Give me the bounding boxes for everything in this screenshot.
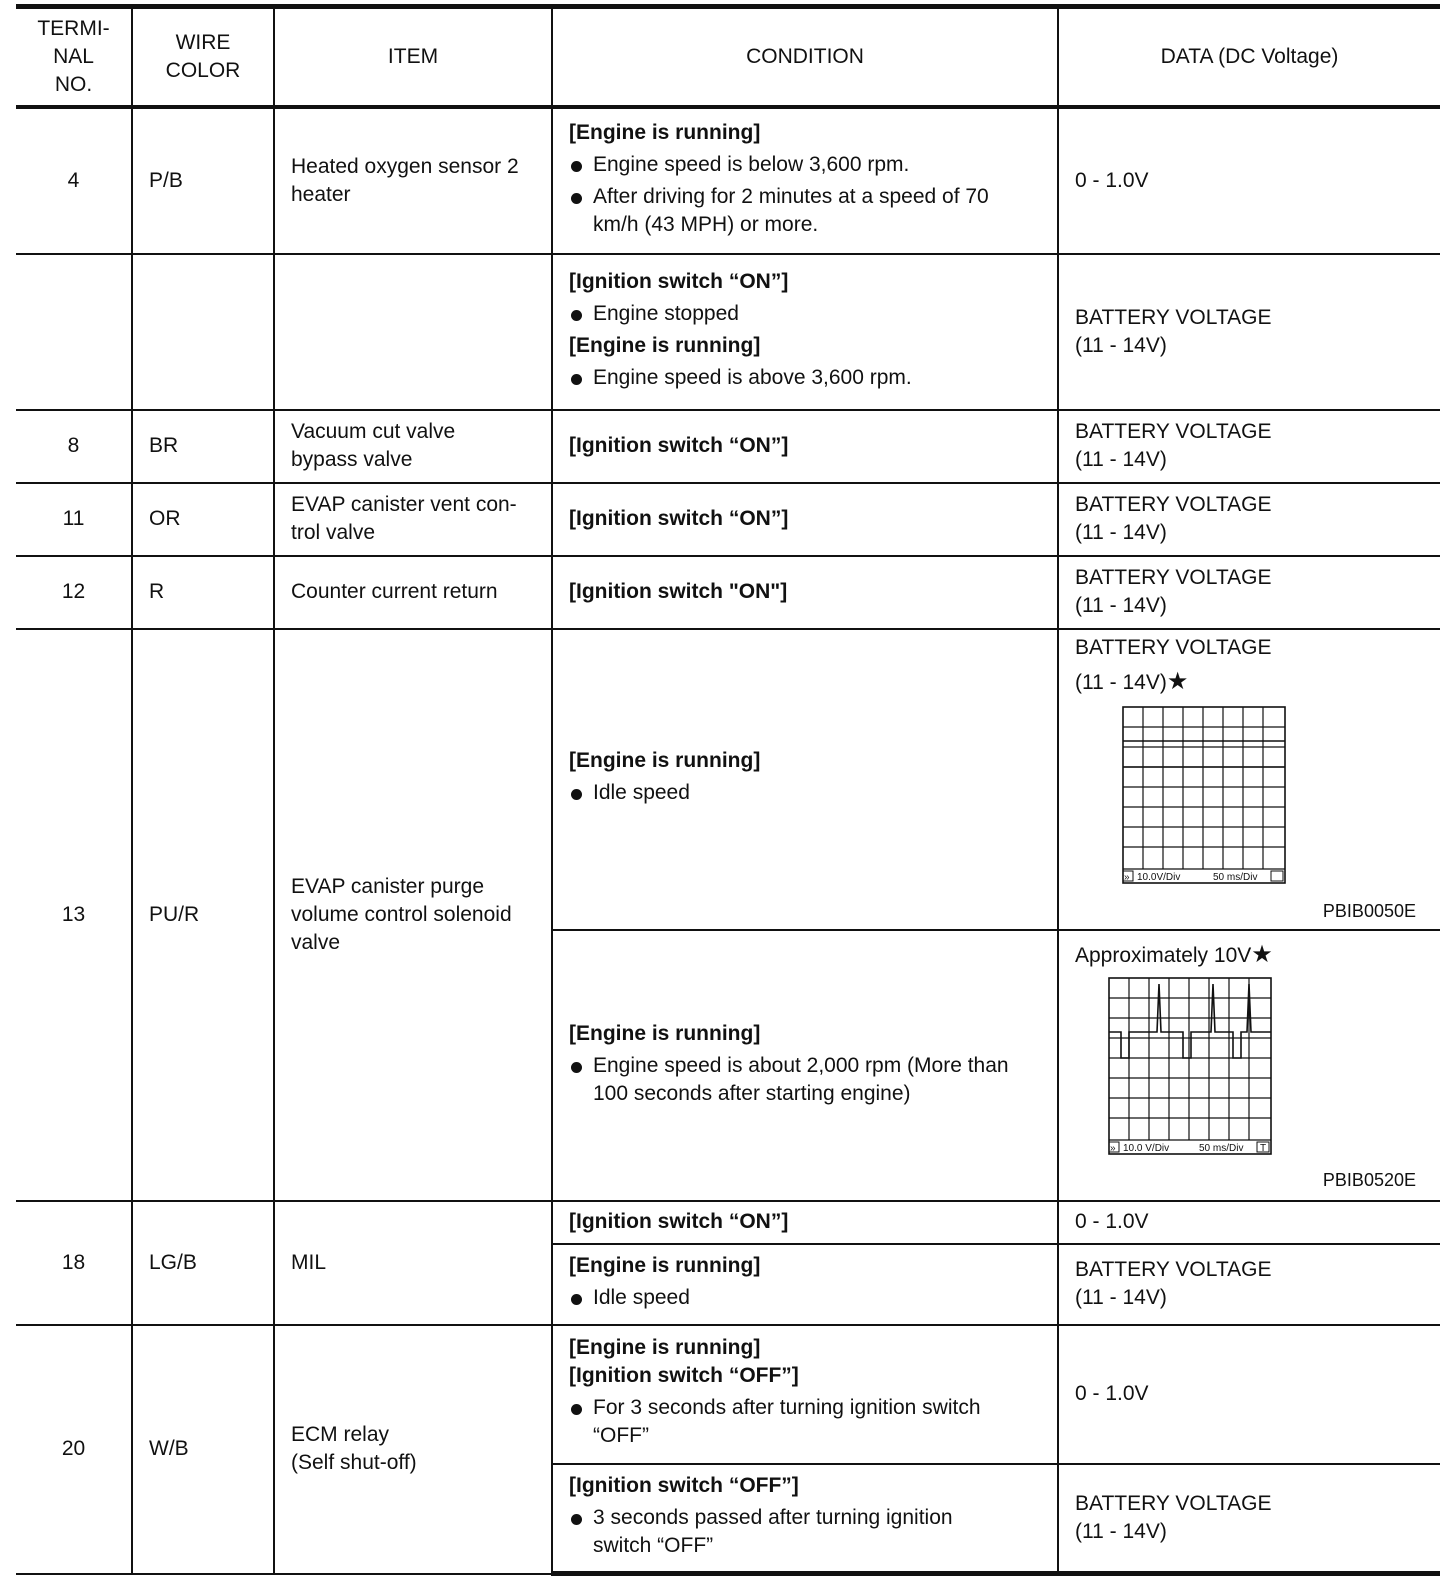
condition-heading: [Ignition switch “ON”] [569, 270, 789, 294]
data-cell: 0 - 1.0V [1058, 1201, 1440, 1243]
header-wire-line: WIRE [175, 30, 231, 54]
star-icon: ★ [1251, 941, 1273, 969]
condition-heading: [Engine is running] [569, 1254, 761, 1278]
condition-cell [552, 1201, 1058, 1243]
item-cell: Counter current return [274, 556, 552, 629]
data-cell [1058, 410, 1440, 483]
terminal-cell: 11 [16, 483, 132, 556]
data-line [1075, 941, 1430, 970]
condition-heading: [Engine is running] [569, 334, 761, 358]
bullet-line: After driving for 2 minutes at a speed of 70 [593, 184, 989, 208]
table-row [16, 1201, 1440, 1243]
data-line: BATTERY VOLTAGE [1075, 1258, 1272, 1282]
data-line: BATTERY VOLTAGE [1075, 306, 1272, 330]
condition-heading: [Ignition switch "ON"] [569, 580, 788, 604]
condition-cell [552, 107, 1058, 255]
condition-cell [552, 556, 1058, 629]
table-row [16, 556, 1440, 629]
item-cell-empty [274, 254, 552, 410]
data-line: (11 - 14V) [1075, 1520, 1167, 1544]
table-row [16, 107, 1440, 255]
data-line: (11 - 14V) [1075, 1286, 1167, 1310]
scope-time-div: 50 ms/Div [1213, 871, 1258, 883]
data-line: (11 - 14V) [1075, 594, 1167, 618]
data-cell [1058, 629, 1440, 930]
bullet-line: 100 seconds after starting engine) [593, 1081, 911, 1105]
data-cell [1058, 1464, 1440, 1573]
header-terminal-no [16, 7, 132, 107]
header-item: ITEM [274, 7, 552, 107]
header-wire-line: COLOR [165, 58, 241, 82]
data-line: BATTERY VOLTAGE [1075, 1492, 1272, 1516]
bullet-line: For 3 seconds after turning ignition switch [593, 1396, 981, 1420]
terminal-cell: 20 [16, 1325, 132, 1574]
data-line [1075, 668, 1430, 697]
data-line: BATTERY VOLTAGE [1075, 420, 1272, 444]
ecm-terminal-table [16, 4, 1440, 1576]
data-line-text: (11 - 14V) [1075, 670, 1167, 694]
scope-grid [1107, 976, 1275, 1158]
condition-heading: [Ignition switch “ON”] [569, 1210, 789, 1234]
data-line: (11 - 14V) [1075, 521, 1167, 545]
scope-time-div: 50 ms/Div [1199, 1143, 1244, 1155]
scope-volt-div: 10.0 V/Div [1123, 1143, 1170, 1155]
scope-gridlines [1123, 707, 1285, 869]
data-line: BATTERY VOLTAGE [1075, 493, 1272, 517]
condition-heading: [Ignition switch “OFF”] [569, 1474, 799, 1498]
data-line: (11 - 14V) [1075, 448, 1167, 472]
data-cell: 0 - 1.0V [1058, 1325, 1440, 1465]
data-line: BATTERY VOLTAGE [1075, 566, 1272, 590]
scope-grid [1121, 705, 1289, 889]
item-cell [274, 410, 552, 483]
item-line: bypass valve [291, 448, 413, 472]
header-terminal-line: NAL [53, 44, 94, 68]
oscilloscope-figure [1107, 976, 1430, 1166]
data-cell [1058, 1244, 1440, 1325]
data-cell [1058, 254, 1440, 410]
condition-bullet [569, 1504, 1045, 1560]
scope-gridlines [1109, 978, 1271, 1140]
condition-cell [552, 410, 1058, 483]
header-data: DATA (DC Voltage) [1058, 7, 1440, 107]
data-line-text: Approximately 10V [1075, 944, 1252, 968]
scope-volt-div: 10.0V/Div [1137, 871, 1181, 883]
item-line: volume control solenoid [291, 902, 512, 926]
bullet-line: switch “OFF” [593, 1534, 714, 1558]
item-line: Heated oxygen sensor 2 [291, 154, 519, 178]
header-row [16, 7, 1440, 107]
terminal-cell-empty [16, 254, 132, 410]
bullet-line: “OFF” [593, 1424, 649, 1448]
condition-bullet: Idle speed [569, 1284, 1045, 1312]
condition-cell [552, 629, 1058, 930]
data-line: BATTERY VOLTAGE [1075, 635, 1272, 659]
table-row [16, 254, 1440, 410]
condition-heading: [Ignition switch “OFF”] [569, 1364, 799, 1388]
figure-code: PBIB0050E [1322, 900, 1416, 921]
table-row [16, 483, 1440, 556]
wire-cell: PU/R [132, 629, 274, 1202]
header-terminal-line: TERMI- [37, 16, 110, 40]
condition-bullet: Idle speed [569, 779, 1045, 807]
condition-cell [552, 1244, 1058, 1325]
table-row [16, 410, 1440, 483]
bullet-line: Engine speed is about 2,000 rpm (More than [593, 1053, 1009, 1077]
data-cell [1058, 556, 1440, 629]
table-row [16, 1325, 1440, 1465]
scope-trigger-box [1271, 871, 1283, 881]
item-line: EVAP canister vent con- [291, 493, 517, 517]
scope-waveform [1109, 984, 1271, 1058]
condition-heading: [Engine is running] [569, 1021, 761, 1045]
item-cell [274, 107, 552, 255]
condition-cell [552, 930, 1058, 1201]
condition-heading: [Ignition switch “ON”] [569, 507, 789, 531]
terminal-cell: 18 [16, 1201, 132, 1324]
item-line: (Self shut-off) [291, 1451, 417, 1475]
data-cell [1058, 483, 1440, 556]
header-condition: CONDITION [552, 7, 1058, 107]
condition-cell [552, 1464, 1058, 1573]
condition-cell [552, 1325, 1058, 1465]
terminal-cell: 4 [16, 107, 132, 255]
condition-bullet: Engine speed is above 3,600 rpm. [569, 364, 1045, 392]
scope-frame [1109, 978, 1271, 1154]
item-cell [274, 483, 552, 556]
item-cell [274, 629, 552, 1202]
terminal-cell: 8 [16, 410, 132, 483]
scope-waveform [1123, 741, 1285, 767]
bullet-line: 3 seconds passed after turning ignition [593, 1506, 953, 1530]
data-cell [1058, 930, 1440, 1201]
wire-cell: R [132, 556, 274, 629]
item-cell: MIL [274, 1201, 552, 1324]
condition-bullet: Engine speed is below 3,600 rpm. [569, 151, 1045, 179]
scope-channel-icon: » [1124, 871, 1130, 883]
wire-cell: P/B [132, 107, 274, 255]
figure-code: PBIB0520E [1322, 1170, 1416, 1191]
table-row [16, 629, 1440, 930]
condition-cell [552, 254, 1058, 410]
item-cell [274, 1325, 552, 1574]
item-line: valve [291, 930, 341, 954]
condition-heading: [Ignition switch “ON”] [569, 434, 789, 458]
condition-bullet [569, 1052, 1045, 1108]
star-icon: ★ [1166, 667, 1189, 695]
data-line: (11 - 14V) [1075, 334, 1167, 358]
header-terminal-line: NO. [54, 72, 93, 96]
wire-cell: W/B [132, 1325, 274, 1574]
scope-trigger-label: T [1260, 1143, 1267, 1155]
condition-bullet [569, 183, 1045, 239]
bullet-line: km/h (43 MPH) or more. [593, 212, 819, 236]
item-line: heater [291, 182, 351, 206]
scope-frame [1123, 707, 1285, 883]
condition-heading: [Engine is running] [569, 749, 761, 773]
wire-cell-empty [132, 254, 274, 410]
condition-bullet [569, 1394, 1045, 1450]
wire-cell: OR [132, 483, 274, 556]
condition-heading: [Engine is running] [569, 1336, 761, 1360]
data-cell: 0 - 1.0V [1058, 107, 1440, 255]
terminal-cell: 12 [16, 556, 132, 629]
terminal-cell: 13 [16, 629, 132, 1202]
item-line: trol valve [291, 521, 376, 545]
header-wire-color [132, 7, 274, 107]
condition-bullet: Engine stopped [569, 300, 1045, 328]
wire-cell: BR [132, 410, 274, 483]
condition-heading: [Engine is running] [569, 120, 761, 144]
condition-cell [552, 483, 1058, 556]
item-line: EVAP canister purge [291, 874, 484, 898]
scope-channel-icon: » [1110, 1143, 1116, 1155]
oscilloscope-figure [1121, 705, 1430, 897]
item-line: ECM relay [291, 1423, 390, 1447]
item-line: Vacuum cut valve [291, 420, 456, 444]
wire-cell: LG/B [132, 1201, 274, 1324]
